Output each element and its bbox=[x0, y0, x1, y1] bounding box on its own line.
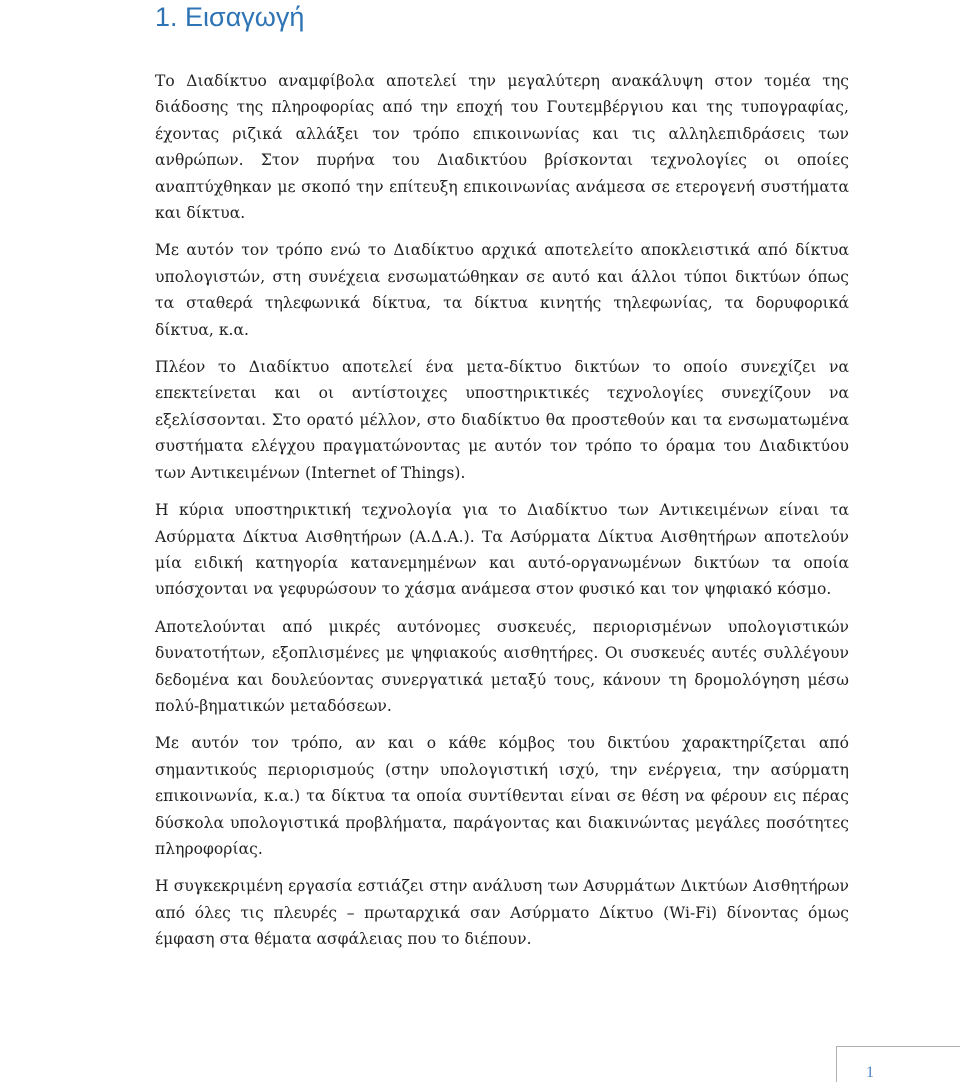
paragraph-wsn-definition: Η κύρια υποστηρικτική τεχνολογία για το Διαδίκτυο των Αντικειμένων είναι τα Ασύρματα Δίκτυα Αισθητήρων (Α.Δ.Α.). Τα Ασύρματα Δίκτυα Αισθητήρων αποτελούν μία ειδική κατηγορία κατανεμημένων και αυτό-οργανωμένων δικτύων τα οποία υπόσχονται να γεφυρώσουν το χάσμα ανάμεσα στον φυσικό και τον ψηφιακό κόσμο. bbox=[155, 501, 849, 599]
page-number: 1 bbox=[866, 1064, 874, 1081]
document-body bbox=[155, 68, 849, 964]
paragraph-devices: Αποτελούνται από μικρές αυτόνομες συσκευές, περιορισμένων υπολογιστικών δυνατοτήτων, εξοπλισμένες με ψηφιακούς αισθητήρες. Οι συσκευές αυτές συλλέγουν δεδομένα και δουλεύοντας συνεργατικά μεταξύ τους, κάνουν τη δρομολόγηση μέσω πολύ-βηματικών μεταδόσεων. bbox=[155, 617, 849, 715]
paragraph-intro: Το Διαδίκτυο αναμφίβολα αποτελεί την μεγαλύτερη ανακάλυψη στον τομέα της διάδοσης της πληροφορίας από την εποχή του Γουτεμβέργιου και της τυπογραφίας, έχοντας ριζικά αλλάξει τον τρόπο επικοινωνίας και τις αλληλεπιδράσεις των ανθρώπων. Στον πυρήνα του Διαδικτύου βρίσκονται τεχνολογίες οι οποίες αναπτύχθηκαν με σκοπό την επίτευξη επικοινωνίας ανάμεσα σε ετερογενή συστήματα και δίκτυα. bbox=[155, 72, 849, 223]
paragraph-meta-network: Πλέον το Διαδίκτυο αποτελεί ένα μετα-δίκτυο δικτύων το οποίο συνεχίζει να επεκτείνεται και οι αντίστοιχες υποστηρικτικές τεχνολογίες συνεχίζουν να εξελίσσονται. Στο ορατό μέλλον, στο διαδίκτυο θα προστεθούν και τα ενσωματωμένα συστήματα ελέγχου πραγματώνοντας με αυτόν τον τρόπο το όραμα του Διαδικτύου των Αντικειμένων (Internet of Things). bbox=[155, 358, 849, 482]
page-footer bbox=[836, 1046, 960, 1082]
footer-rule bbox=[836, 1046, 960, 1047]
paragraph-scope: Η συγκεκριμένη εργασία εστιάζει στην ανάλυση των Ασυρμάτων Δικτύων Αισθητήρων από όλες τις πλευρές – πρωταρχικά σαν Ασύρματο Δίκτυο (Wi-Fi) δίνοντας όμως έμφαση στα θέματα ασφάλειας που το διέπουν. bbox=[155, 877, 849, 949]
paragraph-network-types: Με αυτόν τον τρόπο ενώ το Διαδίκτυο αρχικά αποτελείτο αποκλειστικά από δίκτυα υπολογιστών, στη συνέχεια ενσωματώθηκαν σε αυτό και άλλοι τύποι δικτύων όπως τα σταθερά τηλεφωνικά δίκτυα, τα δίκτυα κινητής τηλεφωνίας, τα δορυφορικά δίκτυα, κ.α. bbox=[155, 241, 849, 339]
section-heading: 1. Εισαγωγή bbox=[155, 2, 305, 32]
footer-divider bbox=[836, 1046, 837, 1082]
paragraph-constraints: Με αυτόν τον τρόπο, αν και ο κάθε κόμβος του δικτύου χαρακτηρίζεται από σημαντικούς περιορισμούς (στην υπολογιστική ισχύ, την ενέργεια, την ασύρματη επικοινωνία, κ.α.) τα δίκτυα τα οποία συντίθενται είναι σε θέση να φέρουν εις πέρας δύσκολα υπολογιστικά προβλήματα, παράγοντας και διακινώντας μεγάλες ποσότητες πληροφορίας. bbox=[155, 734, 849, 858]
